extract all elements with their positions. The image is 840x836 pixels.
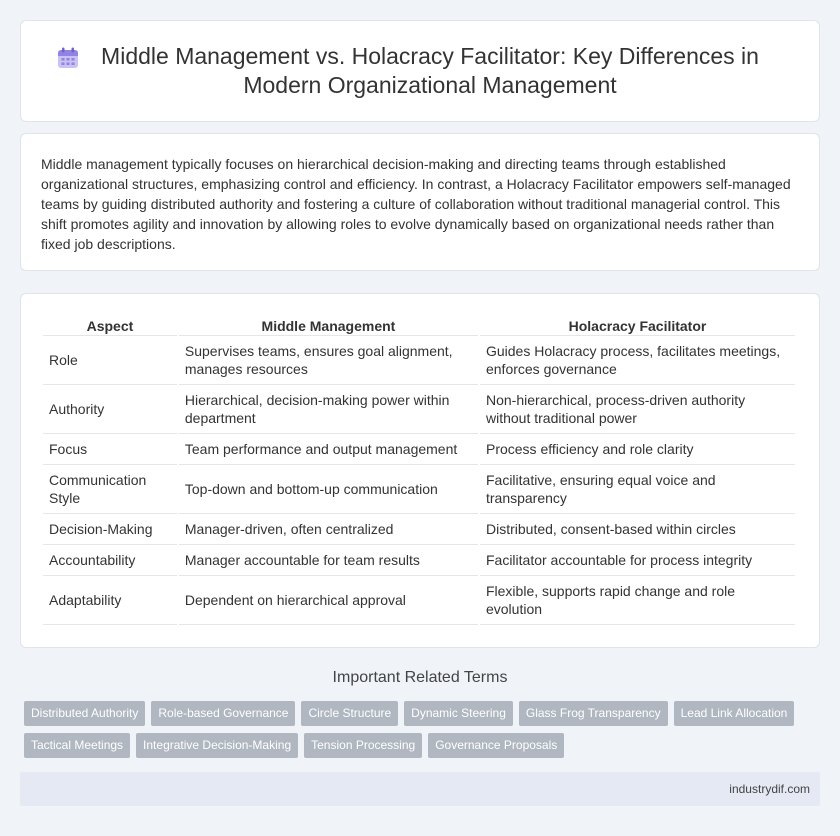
table-cell: Team performance and output management <box>179 434 478 465</box>
summary-card <box>20 133 820 271</box>
title-card <box>20 20 820 122</box>
table-cell: Process efficiency and role clarity <box>480 434 795 465</box>
table-row <box>43 545 795 576</box>
table-cell: Manager accountable for team results <box>179 545 478 576</box>
table-cell: Facilitator accountable for process integrity <box>480 545 795 576</box>
header-middle-management: Middle Management <box>179 314 478 336</box>
comparison-table <box>41 314 797 625</box>
table-cell: Decision-Making <box>43 514 177 545</box>
related-terms-tags <box>24 701 824 765</box>
table-row <box>43 465 795 514</box>
tag-governance-proposals[interactable]: Governance Proposals <box>428 733 564 758</box>
tag-distributed-authority[interactable]: Distributed Authority <box>24 701 145 726</box>
header-aspect: Aspect <box>43 314 177 336</box>
table-header-row <box>43 314 795 336</box>
tag-dynamic-steering[interactable]: Dynamic Steering <box>404 701 513 726</box>
table-row <box>43 514 795 545</box>
summary-text: Middle management typically focuses on hierarchical decision-making and directing teams through established organizational structures, emphasizing control and efficiency. In contrast, a Holacracy Facilitator empowers self-managed teams by guiding distributed authority and fostering a culture of collaboration without traditional managerial control. This shift promotes agility and innovation by allowing roles to evolve dynamically based on organizational needs rather than fixed job descriptions. <box>41 156 791 252</box>
table-cell: Distributed, consent-based within circles <box>480 514 795 545</box>
table-cell: Adaptability <box>43 576 177 625</box>
tag-row <box>24 733 824 758</box>
table-row <box>43 576 795 625</box>
table-cell: Focus <box>43 434 177 465</box>
table-cell: Accountability <box>43 545 177 576</box>
table-cell: Role <box>43 336 177 385</box>
related-terms-title: Important Related Terms <box>332 669 508 686</box>
tag-integrative-decision-making[interactable]: Integrative Decision-Making <box>136 733 298 758</box>
footer-site[interactable]: industrydif.com <box>729 782 810 796</box>
table-cell: Top-down and bottom-up communication <box>179 465 478 514</box>
table-cell: Non-hierarchical, process-driven authority without traditional power <box>480 385 795 434</box>
table-cell: Supervises teams, ensures goal alignment, manages resources <box>179 336 478 385</box>
table-cell: Flexible, supports rapid change and role evolution <box>480 576 795 625</box>
table-cell: Facilitative, ensuring equal voice and transparency <box>480 465 795 514</box>
table-cell: Communication Style <box>43 465 177 514</box>
table-row <box>43 336 795 385</box>
tag-glass-frog-transparency[interactable]: Glass Frog Transparency <box>519 701 668 726</box>
table-row <box>43 434 795 465</box>
tag-tension-processing[interactable]: Tension Processing <box>304 733 422 758</box>
tag-row <box>24 701 824 726</box>
table-cell: Manager-driven, often centralized <box>179 514 478 545</box>
table-row <box>43 385 795 434</box>
tag-role-based-governance[interactable]: Role-based Governance <box>151 701 295 726</box>
table-cell: Guides Holacracy process, facilitates meetings, enforces governance <box>480 336 795 385</box>
comparison-table-card <box>20 293 820 648</box>
footer <box>20 772 820 806</box>
table-cell: Authority <box>43 385 177 434</box>
tag-tactical-meetings[interactable]: Tactical Meetings <box>24 733 130 758</box>
table-cell: Hierarchical, decision-making power within department <box>179 385 478 434</box>
tag-circle-structure[interactable]: Circle Structure <box>301 701 398 726</box>
header-holacracy-facilitator: Holacracy Facilitator <box>480 314 795 336</box>
page-title: Middle Management vs. Holacracy Facilitator: Key Differences in Modern Organizational Management <box>101 43 759 98</box>
tag-lead-link-allocation[interactable]: Lead Link Allocation <box>674 701 795 726</box>
table-cell: Dependent on hierarchical approval <box>179 576 478 625</box>
